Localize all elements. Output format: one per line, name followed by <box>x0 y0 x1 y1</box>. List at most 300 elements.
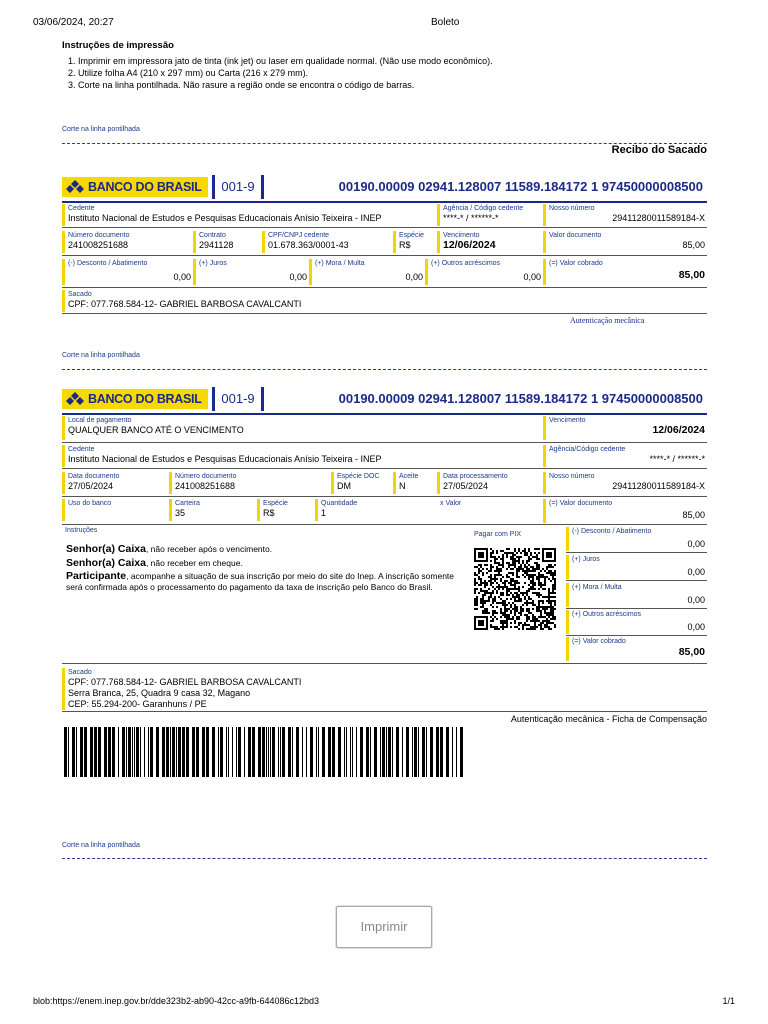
barcode-bar <box>310 727 313 777</box>
qr-module <box>522 560 524 562</box>
qr-module <box>554 570 556 572</box>
qr-module <box>536 610 538 612</box>
qr-module <box>536 578 538 580</box>
qr-module <box>524 592 526 594</box>
qr-module <box>492 600 494 602</box>
qr-module <box>528 576 530 578</box>
qr-module <box>496 602 498 604</box>
qr-module <box>512 556 514 558</box>
qr-module <box>504 600 506 602</box>
numero-documento-field: Número documento 241008251688 <box>62 231 193 253</box>
qr-module <box>480 600 482 602</box>
qr-module <box>518 570 520 572</box>
qr-module <box>538 606 540 608</box>
instrucao-texto: , não receber em cheque. <box>145 557 243 568</box>
qr-module <box>526 552 528 554</box>
qr-module <box>516 626 518 628</box>
desconto-field: (-) Desconto / Abatimento 0,00 <box>566 527 707 551</box>
aceite-field: Aceite N <box>393 472 437 494</box>
qr-module <box>494 598 496 600</box>
qr-module <box>478 584 480 586</box>
qr-module <box>516 582 518 584</box>
qr-module <box>536 566 538 568</box>
barcode-bar <box>456 727 457 777</box>
nosso-numero-value: 29411280011589184-X <box>612 213 705 223</box>
qr-module <box>532 578 534 580</box>
barcode-bar <box>84 727 87 777</box>
qr-module <box>504 604 506 606</box>
autenticacao-mecanica: Autenticação mecânica <box>570 316 645 325</box>
qr-module <box>484 592 486 594</box>
barcode-bar <box>296 727 299 777</box>
qr-module <box>480 580 482 582</box>
qr-module <box>498 602 500 604</box>
qr-module <box>514 608 516 610</box>
bank-header <box>62 387 707 415</box>
qr-module <box>476 598 478 600</box>
qr-module <box>552 588 554 590</box>
qr-module <box>512 552 514 554</box>
qr-module <box>474 598 476 600</box>
qr-module <box>482 596 484 598</box>
qr-module <box>546 624 548 626</box>
cut-line <box>62 143 707 144</box>
qr-module <box>532 604 534 606</box>
qr-module <box>514 580 516 582</box>
qr-module <box>544 582 546 584</box>
qr-module <box>504 614 506 616</box>
divider <box>62 287 707 288</box>
linha-digitavel: 00190.00009 02941.128007 11589.184172 1 97450000008500 <box>338 391 703 406</box>
qr-module <box>528 628 530 630</box>
qr-module <box>538 558 540 560</box>
barcode-bar <box>196 727 199 777</box>
qr-module <box>550 600 552 602</box>
qr-module <box>486 582 488 584</box>
barcode-bar <box>166 727 169 777</box>
qr-module <box>514 604 516 606</box>
qr-module <box>490 624 492 626</box>
qr-module <box>528 588 530 590</box>
qr-module <box>550 610 552 612</box>
qr-module <box>482 582 484 584</box>
qr-module <box>530 552 532 554</box>
qr-module <box>548 594 550 596</box>
qr-module <box>510 552 512 554</box>
barcode-bar <box>406 727 409 777</box>
qr-module <box>484 584 486 586</box>
qr-module <box>518 598 520 600</box>
qr-module <box>512 588 514 590</box>
qr-module <box>502 558 504 560</box>
qr-module <box>518 550 520 552</box>
qr-module <box>534 584 536 586</box>
instruction-item: 2. Utilize folha A4 (210 x 297 mm) ou Carta (216 x 279 mm). <box>68 68 309 78</box>
qr-module <box>524 554 526 556</box>
qr-module <box>506 598 508 600</box>
qr-module <box>512 572 514 574</box>
qr-module <box>506 610 508 612</box>
qr-module <box>522 624 524 626</box>
qr-module <box>474 600 476 602</box>
qr-module <box>516 580 518 582</box>
barcode-bar <box>172 727 175 777</box>
qr-module <box>508 576 510 578</box>
qr-module <box>520 608 522 610</box>
qr-module <box>548 578 550 580</box>
qr-module <box>518 562 520 564</box>
qr-module <box>496 586 498 588</box>
qr-module <box>492 566 494 568</box>
qr-module <box>530 570 532 572</box>
barcode-bar <box>402 727 403 777</box>
qr-module <box>486 592 488 594</box>
qr-module <box>528 556 530 558</box>
barcode-bar <box>90 727 93 777</box>
qr-module <box>504 552 506 554</box>
qr-finder <box>546 552 552 558</box>
qr-module <box>474 604 476 606</box>
qr-module <box>474 574 476 576</box>
qr-module <box>532 570 534 572</box>
qr-module <box>522 568 524 570</box>
qr-module <box>538 572 540 574</box>
qr-module <box>518 588 520 590</box>
barcode-bar <box>238 727 241 777</box>
barcode-bar <box>436 727 439 777</box>
qr-module <box>514 622 516 624</box>
barcode-bar <box>218 727 219 777</box>
qr-module <box>474 566 476 568</box>
qr-module <box>490 556 492 558</box>
desconto-field: (-) Desconto / Abatimento 0,00 <box>62 259 193 285</box>
qr-module <box>528 624 530 626</box>
qr-module <box>510 564 512 566</box>
qr-module <box>516 552 518 554</box>
qr-module <box>534 574 536 576</box>
barcode-bar <box>282 727 285 777</box>
qr-module <box>514 582 516 584</box>
qr-module <box>538 616 540 618</box>
qr-module <box>538 576 540 578</box>
qr-module <box>506 626 508 628</box>
qr-module <box>524 598 526 600</box>
qr-module <box>520 566 522 568</box>
qr-module <box>548 592 550 594</box>
divider <box>62 313 707 314</box>
qr-module <box>476 608 478 610</box>
qr-module <box>542 616 544 618</box>
barcode-bar <box>236 727 237 777</box>
qr-module <box>524 596 526 598</box>
qr-module <box>536 556 538 558</box>
qr-module <box>554 602 556 604</box>
qr-module <box>490 552 492 554</box>
qr-module <box>492 550 494 552</box>
barcode-bar <box>346 727 347 777</box>
qr-module <box>502 588 504 590</box>
qr-module <box>548 600 550 602</box>
page-url: blob:https://enem.inep.gov.br/dde323b2-ab90-42cc-a9fb-644086c12bd3 <box>33 996 320 1006</box>
qr-module <box>528 584 530 586</box>
qr-module <box>510 556 512 558</box>
local-pagamento-field: Local de pagamento QUALQUER BANCO ATÉ O VENCIMENTO <box>62 416 543 440</box>
qr-module <box>518 590 520 592</box>
qr-module <box>500 608 502 610</box>
qr-module <box>548 570 550 572</box>
qr-module <box>534 626 536 628</box>
qr-module <box>544 580 546 582</box>
instrucao-destaque: Senhor(a) Caixa <box>66 543 146 555</box>
qr-module <box>508 602 510 604</box>
qr-module <box>514 612 516 614</box>
barcode-bar <box>140 727 141 777</box>
barcode-bar <box>72 727 75 777</box>
qr-module <box>538 600 540 602</box>
bb-logo-icon <box>66 179 84 195</box>
qr-module <box>514 558 516 560</box>
qr-module <box>528 618 530 620</box>
qr-module <box>484 582 486 584</box>
qr-module <box>526 570 528 572</box>
divider <box>62 227 707 228</box>
qr-module <box>480 566 482 568</box>
qr-module <box>518 596 520 598</box>
qr-module <box>506 576 508 578</box>
qr-module <box>512 554 514 556</box>
qr-module <box>548 564 550 566</box>
qr-module <box>546 606 548 608</box>
qr-module <box>502 550 504 552</box>
qr-module <box>498 574 500 576</box>
qr-module <box>476 604 478 606</box>
barcode-bar <box>126 727 127 777</box>
qr-module <box>550 602 552 604</box>
print-button[interactable]: Imprimir <box>336 906 432 948</box>
barcode-bar <box>328 727 331 777</box>
qr-module <box>530 554 532 556</box>
qr-module <box>520 598 522 600</box>
qr-module <box>506 592 508 594</box>
qr-module <box>490 582 492 584</box>
qr-module <box>546 572 548 574</box>
qr-module <box>534 568 536 570</box>
qr-module <box>514 560 516 562</box>
barcode-bar <box>178 727 181 777</box>
qr-module <box>482 612 484 614</box>
barcode-bar <box>460 727 463 777</box>
qr-module <box>486 610 488 612</box>
valor-documento-field: (=) Valor documento 85,00 <box>543 499 707 523</box>
instructions-list <box>68 55 493 91</box>
barcode-bar <box>228 727 229 777</box>
qr-module <box>492 602 494 604</box>
barcode-bar <box>64 727 67 777</box>
qr-module <box>502 556 504 558</box>
qr-module <box>516 574 518 576</box>
qr-module <box>514 562 516 564</box>
qr-module <box>502 620 504 622</box>
barcode-bar <box>352 727 353 777</box>
bank-name: BANCO DO BRASIL <box>88 392 202 406</box>
qr-module <box>548 616 550 618</box>
barcode-bar <box>452 727 453 777</box>
qr-module <box>492 614 494 616</box>
qr-module <box>502 554 504 556</box>
qr-module <box>512 558 514 560</box>
qr-module <box>500 564 502 566</box>
qr-module <box>532 618 534 620</box>
divider <box>62 663 707 664</box>
qr-module <box>484 586 486 588</box>
qr-module <box>532 584 534 586</box>
qr-module <box>546 612 548 614</box>
qr-module <box>508 608 510 610</box>
qr-module <box>528 558 530 560</box>
qr-module <box>492 552 494 554</box>
qr-module <box>550 596 552 598</box>
qr-module <box>540 612 542 614</box>
qr-module <box>526 608 528 610</box>
bank-code: 001-9 <box>212 387 264 411</box>
qr-module <box>530 586 532 588</box>
qr-module <box>524 614 526 616</box>
qr-module <box>504 580 506 582</box>
nosso-numero-field: Nosso número 29411280011589184-X <box>543 472 707 494</box>
qr-module <box>536 562 538 564</box>
qr-module <box>542 574 544 576</box>
qr-module <box>504 586 506 588</box>
qr-module <box>520 606 522 608</box>
qr-module <box>506 588 508 590</box>
qr-module <box>480 578 482 580</box>
qr-module <box>498 562 500 564</box>
barcode-bar <box>338 727 341 777</box>
qr-module <box>476 582 478 584</box>
qr-module <box>492 590 494 592</box>
outros-acrescimos-field: (+) Outros acréscimos 0,00 <box>425 259 543 285</box>
qr-module <box>550 628 552 630</box>
qr-module <box>532 574 534 576</box>
qr-module <box>522 592 524 594</box>
qr-module <box>498 556 500 558</box>
qr-module <box>532 586 534 588</box>
qr-module <box>554 592 556 594</box>
page-number: 1/1 <box>722 996 735 1006</box>
qr-module <box>474 578 476 580</box>
qr-module <box>510 588 512 590</box>
qr-module <box>542 584 544 586</box>
qr-module <box>526 602 528 604</box>
qr-module <box>502 612 504 614</box>
barcode-bar <box>192 727 195 777</box>
qr-module <box>520 592 522 594</box>
qr-module <box>550 618 552 620</box>
qr-module <box>482 590 484 592</box>
instrucao-texto: , não receber após o vencimento. <box>145 544 273 554</box>
qr-module <box>536 620 538 622</box>
barcode-bar <box>440 727 443 777</box>
numero-documento-field: Número documento 241008251688 <box>169 472 331 494</box>
qr-module <box>488 600 490 602</box>
qr-module <box>542 608 544 610</box>
barcode-bar <box>170 727 171 777</box>
qr-module <box>508 588 510 590</box>
barcode-bar <box>356 727 357 777</box>
qr-module <box>532 602 534 604</box>
barcode-bar <box>128 727 131 777</box>
qr-module <box>550 604 552 606</box>
qr-module <box>480 582 482 584</box>
qr-module <box>538 568 540 570</box>
qr-module <box>548 596 550 598</box>
qr-module <box>476 566 478 568</box>
qr-module <box>550 592 552 594</box>
qr-module <box>530 626 532 628</box>
qr-module <box>490 548 492 550</box>
qr-module <box>540 628 542 630</box>
qr-module <box>522 570 524 572</box>
qr-module <box>554 600 556 602</box>
qr-module <box>494 556 496 558</box>
qr-module <box>508 590 510 592</box>
qr-module <box>526 554 528 556</box>
qr-module <box>552 614 554 616</box>
qr-module <box>526 610 528 612</box>
qr-module <box>504 584 506 586</box>
cut-line-label: Corte na linha pontilhada <box>62 126 140 133</box>
qr-module <box>520 556 522 558</box>
divider <box>566 552 707 553</box>
qr-module <box>496 612 498 614</box>
qr-module <box>502 566 504 568</box>
qr-module <box>488 580 490 582</box>
qr-module <box>520 600 522 602</box>
qr-module <box>512 596 514 598</box>
qr-module <box>522 626 524 628</box>
cut-line <box>62 369 707 370</box>
qr-module <box>536 606 538 608</box>
qr-module <box>502 560 504 562</box>
qr-module <box>514 600 516 602</box>
barcode-bar <box>136 727 139 777</box>
qr-module <box>500 622 502 624</box>
qr-module <box>486 568 488 570</box>
outros-acrescimos-field: (+) Outros acréscimos 0,00 <box>566 610 707 634</box>
qr-module <box>500 574 502 576</box>
qr-module <box>530 576 532 578</box>
qr-module <box>526 600 528 602</box>
qr-module <box>522 608 524 610</box>
qr-module <box>522 574 524 576</box>
qr-module <box>516 576 518 578</box>
qr-module <box>510 592 512 594</box>
qr-module <box>490 570 492 572</box>
instrucoes-label: Instruções <box>65 527 98 534</box>
divider <box>62 468 707 469</box>
barcode-bar <box>322 727 325 777</box>
qr-module <box>474 582 476 584</box>
qr-module <box>518 548 520 550</box>
qr-module <box>512 562 514 564</box>
qr-module <box>496 578 498 580</box>
mora-field: (+) Mora / Multa 0,00 <box>309 259 425 285</box>
divider <box>62 255 707 256</box>
qr-module <box>552 566 554 568</box>
qr-module <box>552 600 554 602</box>
qr-module <box>516 608 518 610</box>
qr-module <box>500 580 502 582</box>
